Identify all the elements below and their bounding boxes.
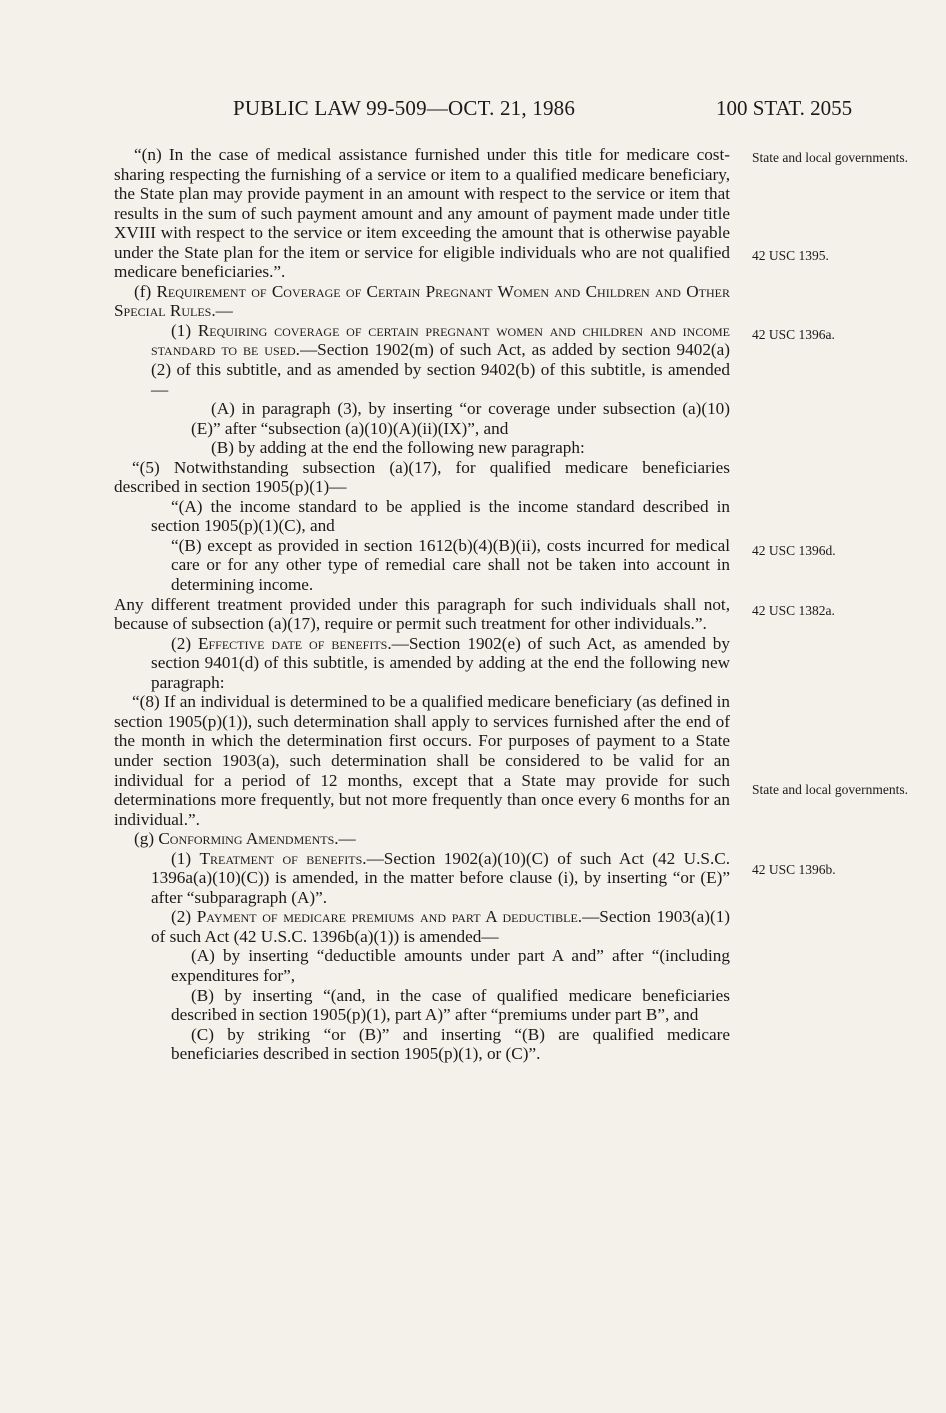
flush-text: Any different treatment provided under this paragraph for such individuals shall not, because of subsection (a)(17), require or permit such treatment for other individuals.”. [114,594,730,634]
paragraph-label: (1) [171,320,198,340]
body-text [114,145,730,1064]
paragraph-g1 [114,849,730,908]
subparagraph-g2-c: (C) by striking “or (B)” and inserting “(B) are qualified medicare beneficiaries described in section 1905(p)(1), or (C)”. [171,1024,730,1064]
subparagraph-f1-a: (A) in paragraph (3), by inserting “or coverage under subsection (a)(10)(E)” after “subsection (a)(10)(A)(ii)(IX)”, and [191,399,730,438]
subsection-label: (f) [134,281,157,301]
margin-note-42usc1396d: 42 USC 1396d. [752,543,836,558]
paragraph-heading: Requiring coverage of certain pregnant women and children and income standard to be used. [151,320,730,360]
paragraph-f1 [114,321,730,399]
paragraph-text: —Section 1902(a)(10)(C) of such Act (42 U.S.C. 1396a(a)(10)(C)) is amended, in the matter before clause (i), by inserting “or (E)” after “subparagraph (A)”. [151,848,731,907]
running-header-title: PUBLIC LAW 99-509—OCT. 21, 1986 [233,96,576,120]
running-header-stat: 100 STAT. 2055 [716,96,853,120]
subsection-heading: Requirement of Coverage of Certain Pregnant Women and Children and Other Special Rules.— [114,281,730,321]
paragraph-heading: Effective date of benefits. [198,633,392,653]
subsection-label: (g) [134,829,159,849]
subparagraph-f1-b: (B) by adding at the end the following new paragraph: [211,438,585,458]
paragraph-label: (2) [171,907,197,927]
paragraph-f2 [114,634,730,693]
paragraph-label: (1) [171,848,200,868]
subsection-g-heading [114,829,730,849]
quoted-paragraph-8: “(8) If an individual is determined to be a qualified medicare beneficiary (as defined in section 1905(p)(1)), such determination shall apply to services furnished after the end of the month in which the determination first occurs. For purposes of payment to a State under section 1903(a), such determination shall be considered to be valid for an individual for a period of 12 months, except that a State may provide for such determinations more frequently, but not more frequently than once every 6 months for an individual.”. [114,692,730,829]
paragraph-heading: Payment of medicare premiums and part A deductible. [196,907,583,927]
paragraph-text: —Section 1903(a)(1) of such Act (42 U.S.C. 1396b(a)(1)) is amended— [151,907,731,946]
margin-note-42usc1382a: 42 USC 1382a. [752,603,835,618]
subsection-f-heading [114,282,730,321]
quoted-subparagraph-a: “(A) the income standard to be applied is the income standard described in section 1905(p)(1)(C), and [151,496,730,536]
paragraph-heading: Treatment of benefits. [199,848,367,868]
margin-note-42usc1395: 42 USC 1395. [752,248,829,263]
margin-note-42usc1396a: 42 USC 1396a. [752,327,835,342]
paragraph-text: —Section 1902(m) of such Act, as added by section 9402(a)(2) of this subtitle, and as amended by section 9402(b) of this subtitle, is amended— [151,340,730,399]
quoted-subparagraph-b: “(B) except as provided in section 1612(b)(4)(B)(ii), costs incurred for medical care or for any other type of remedial care shall not be taken into account in determining income. [171,535,730,595]
paragraph-text: —Section 1902(e) of such Act, as amended by section 9401(d) of this subtitle, is amended by adding at the end the following new paragraph: [151,633,730,692]
quoted-paragraph-5: “(5) Notwithstanding subsection (a)(17), for qualified medicare beneficiaries described in section 1905(p)(1)— [114,457,730,497]
margin-note-state-local-2: State and local governments. [752,782,908,797]
paragraph-label: (2) [171,633,198,653]
subsection-heading: Conforming Amendments.— [158,829,356,849]
subparagraph-g2-a: (A) by inserting “deductible amounts under part A and” after “(including expenditures for”, [171,946,730,985]
subparagraph-g2-b: (B) by inserting “(and, in the case of qualified medicare beneficiaries described in section 1905(p)(1), part A)” after “premiums under part B”, and [171,985,730,1025]
paragraph-g2 [114,907,730,946]
margin-note-state-local: State and local governments. [752,150,908,165]
margin-note-42usc1396b: 42 USC 1396b. [752,862,836,877]
paragraph-n: “(n) In the case of medical assistance furnished under this title for medicare cost-sharing respecting the furnishing of a service or item to a qualified medicare beneficiary, the State plan may provide payment in an amount with respect to the service or item that results in the sum of such payment amount and any amount of payment made under title XVIII with respect to the service or item exceeding the amount that is otherwise payable under the State plan for the item or service for eligible individuals who are not qualified medicare beneficiaries.”. [114,145,730,282]
